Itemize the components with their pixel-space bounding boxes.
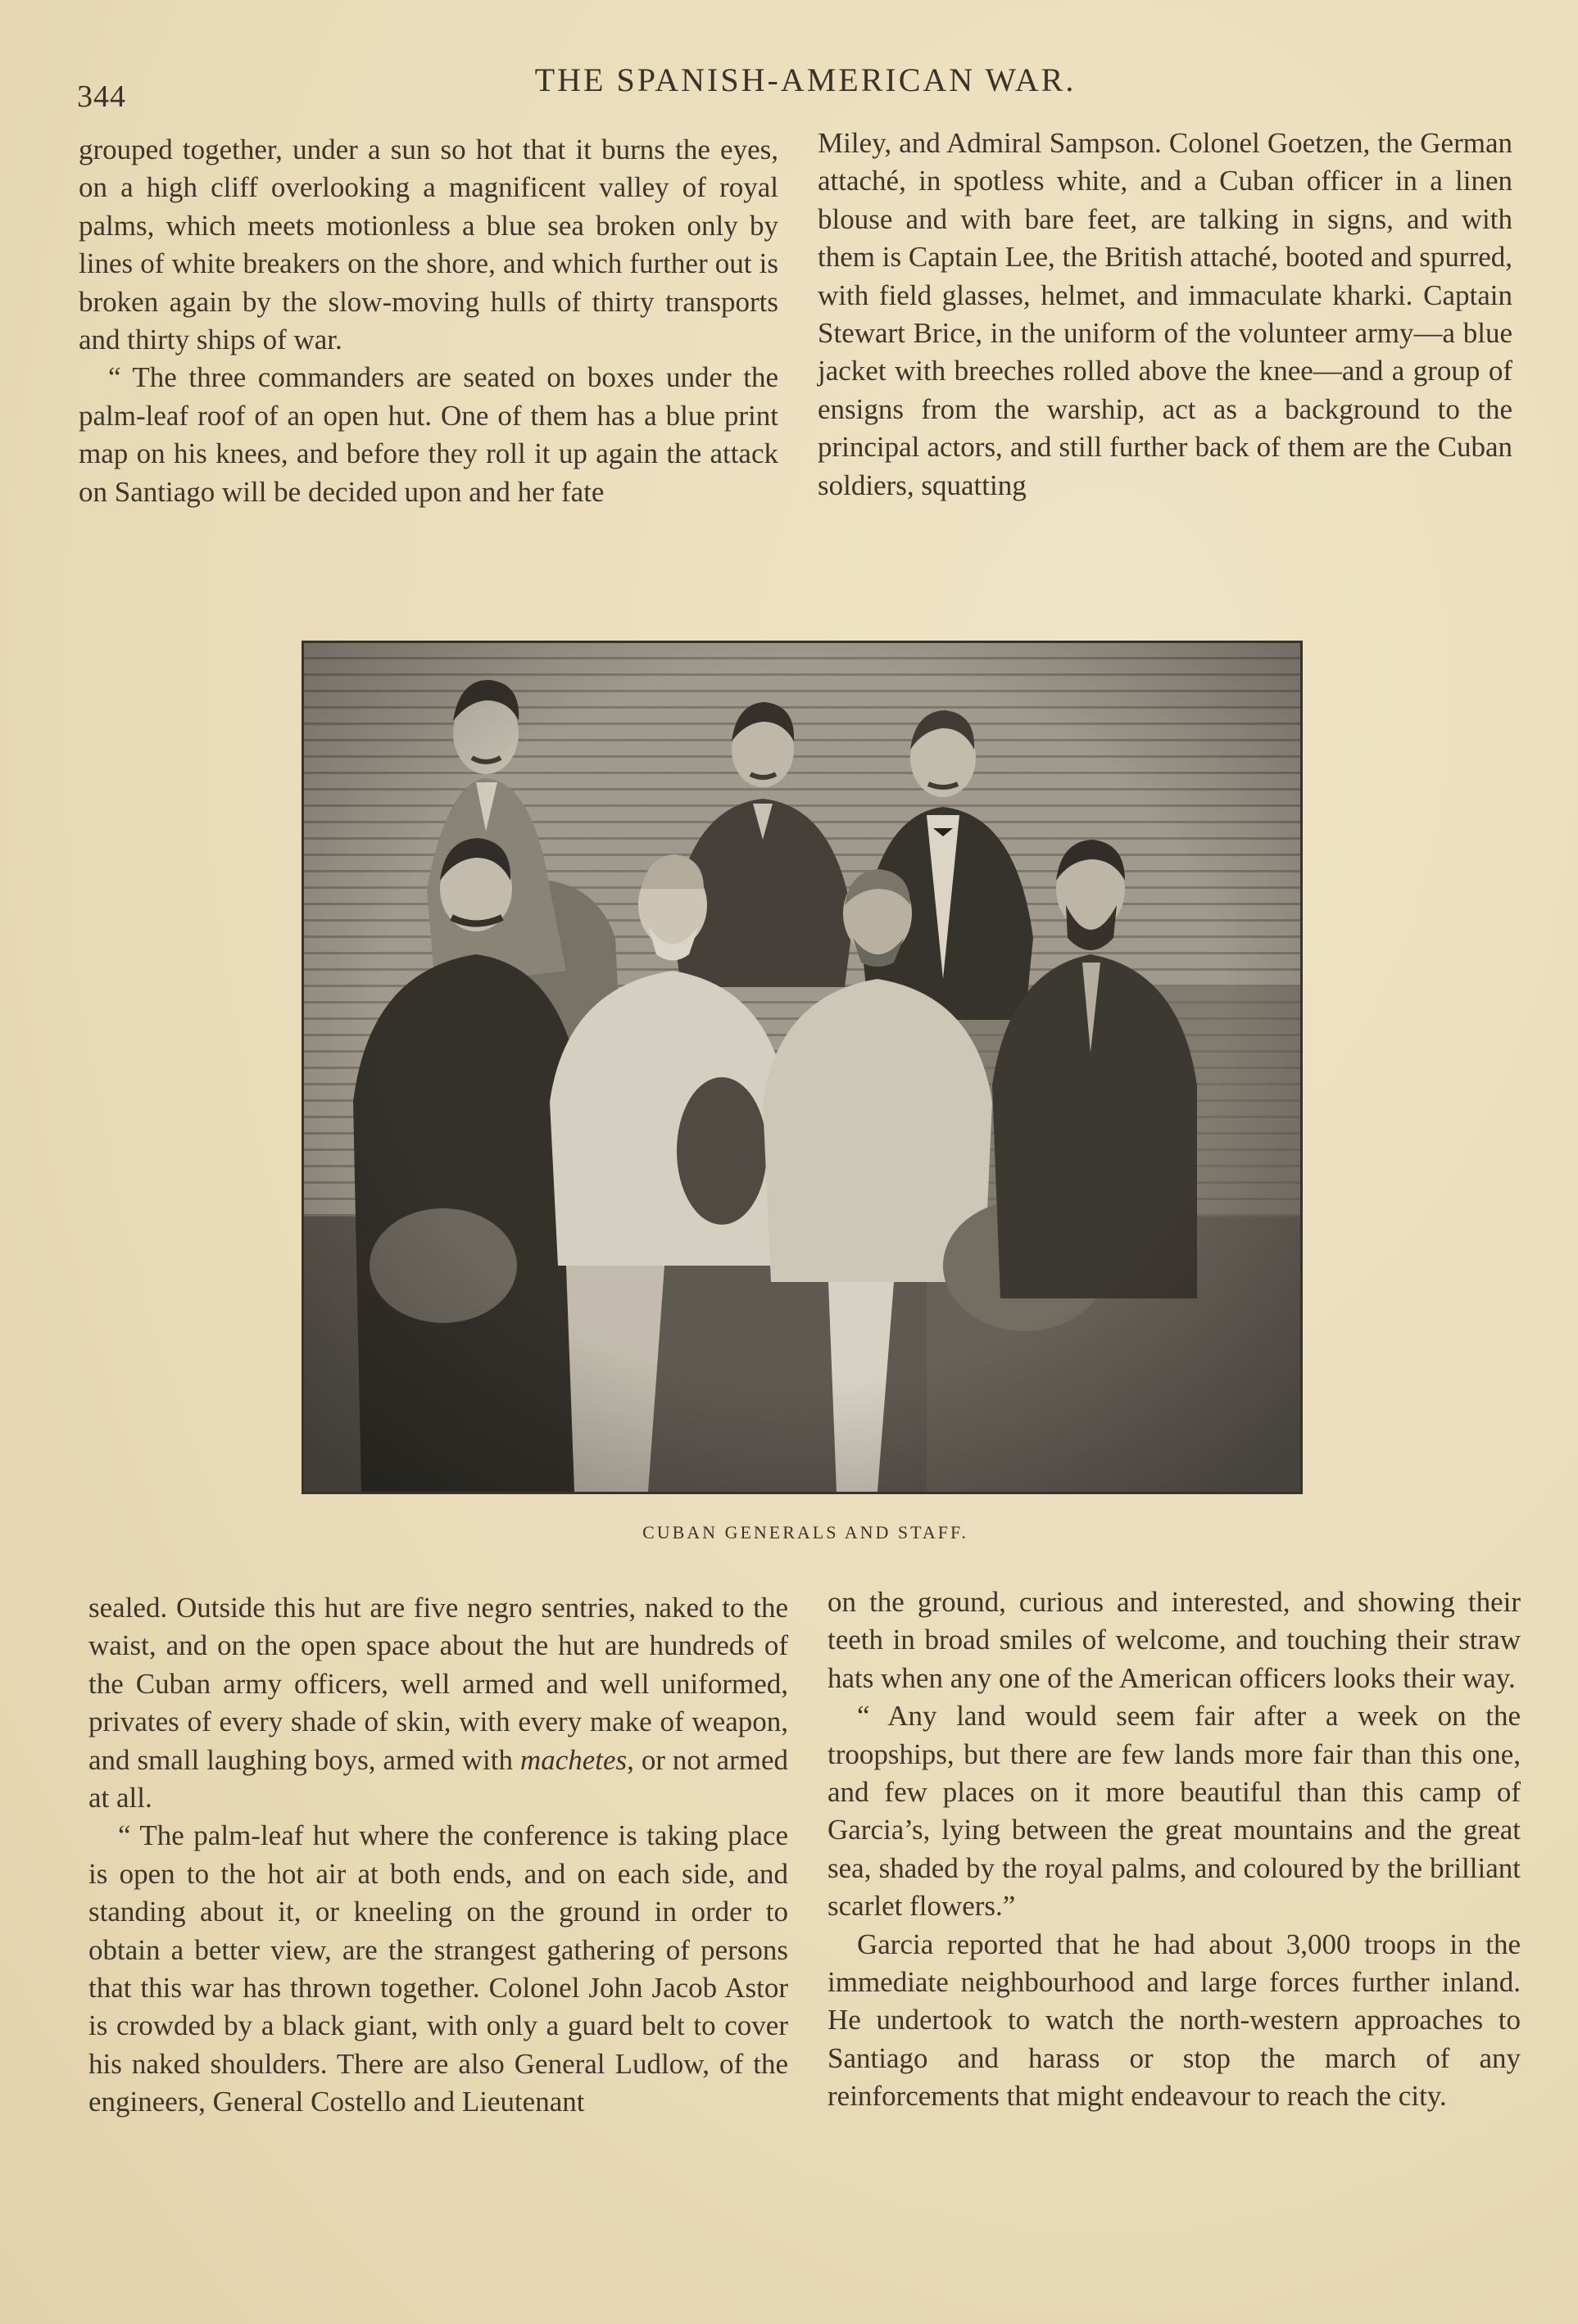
paragraph [88, 1589, 788, 1817]
text-column-bottom-right [828, 1583, 1521, 2116]
text-column-top-right [818, 125, 1512, 505]
figure-caption: CUBAN GENERALS AND STAFF. [642, 1522, 968, 1543]
paragraph: “ The palm-leaf hut where the conference is taking place is open to the hot air at both ends, and on each side, and standing about it, or kneeling on the ground in order to obtain a better view, are the strangest gathering of persons that this war has thrown together. Colonel John Jacob Astor is crowded by a black giant, with only a guard belt to cover his naked shoulders. There are also General Ludlow, of the engineers, General Costello and Lieutenant [88, 1819, 788, 2118]
paragraph-text: sealed. Outside this hut are five negro sentries, naked to the waist, and on the open space about the hut are hundreds of the Cuban army officers, well armed and well uniformed, privates of every shade of skin, with every make of weapon, and small laughing boys, armed with [88, 1592, 788, 1776]
paragraph: “ The three commanders are seated on boxes under the palm-leaf roof of an open hut. One of them has a blue print map on his knees, and before they roll it up again the attack on Santiago will be decided upon and her fate [79, 361, 778, 508]
running-title: THE SPANISH-AMERICAN WAR. [534, 61, 1077, 98]
paragraph: on the ground, curious and interested, and showing their teeth in broad smiles of welcome, and touching their straw hats when any one of the American officers looks their way. [828, 1586, 1521, 1694]
page-number: 344 [77, 79, 126, 114]
text-column-top-left [79, 131, 778, 511]
paragraph-text: , or not armed at all. [88, 1743, 788, 1814]
italic-term: machetes [519, 1743, 628, 1776]
paragraph: grouped together, under a sun so hot that it burns the eyes, on a high cliff overlooking a magnificent valley of royal palms, which meets motionless a blue sea broken only by lines of white breakers on the shore, and which further out is broken again by the slow-moving hulls of thirty transports and thirty ships of war. [79, 134, 778, 356]
photograph-cuban-generals [302, 641, 1303, 1494]
photograph-illustration [304, 643, 1300, 1492]
text-column-bottom-left [88, 1589, 788, 2122]
paragraph: Garcia reported that he had about 3,000 troops in the immediate neighbourhood and large forces further inland. He undertook to watch the north-western approaches to Santiago and harass or stop the march of any reinforcements that might endeavour to reach the city. [828, 1928, 1521, 2113]
paragraph: Miley, and Admiral Sampson. Colonel Goetzen, the German attaché, in spotless white, and a Cuban officer in a linen blouse and with bare feet, are talking in signs, and with them is Captain Lee, the British attaché, booted and spurred, with field glasses, helmet, and immaculate kharki. Captain Stewart Brice, in the uniform of the volunteer army—a blue jacket with breeches rolled above the knee—and a group of ensigns from the warship, act as a background to the principal actors, and still further back of them are the Cuban soldiers, squatting [818, 127, 1512, 501]
paragraph: “ Any land would seem fair after a week on the troopships, but there are few lands more fair than this one, and few places on it more beautiful than this camp of Garcia’s, lying between the great mountains and the great sea, shaded by the royal palms, and coloured by the brilliant scarlet flowers.” [828, 1700, 1521, 1923]
